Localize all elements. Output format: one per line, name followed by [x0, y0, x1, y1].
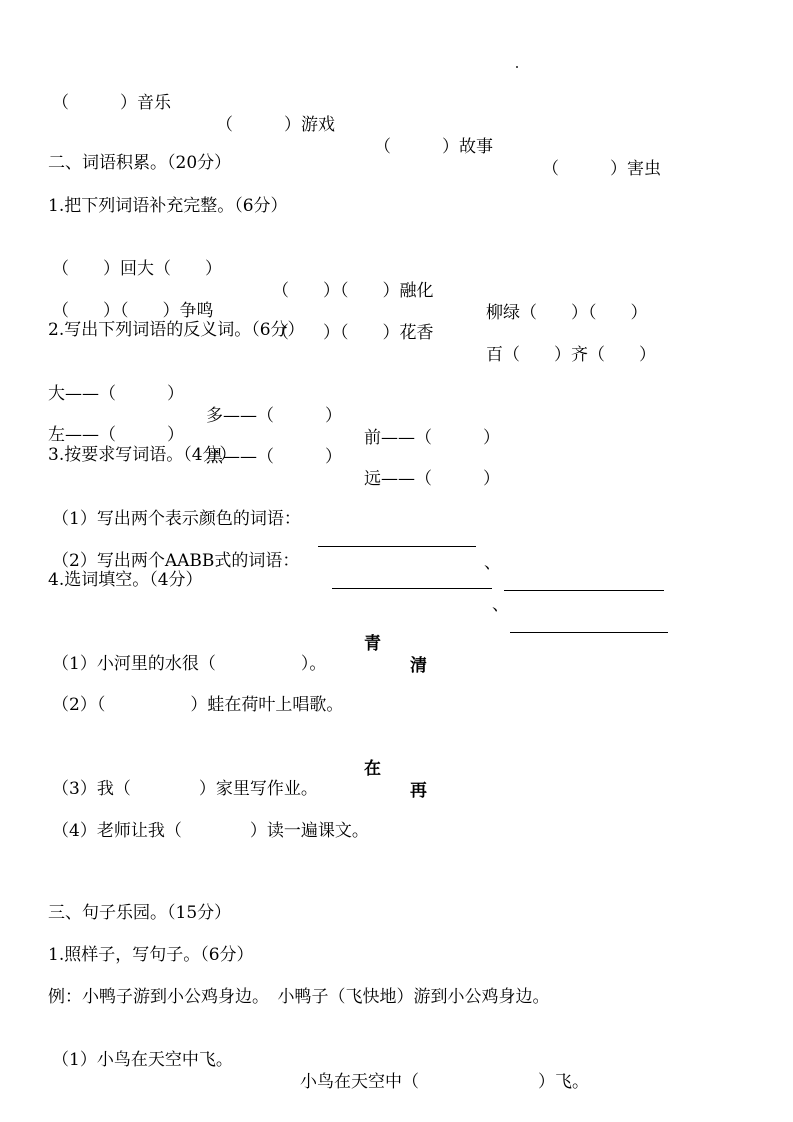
q3-item2-label: （2）写出两个AABB式的词语：: [52, 551, 300, 571]
q2-row1-b: 多——（ ）: [206, 406, 342, 426]
q4-title: 4.选词填空。（4分）: [48, 570, 203, 590]
top-item-game: （ ）游戏: [216, 115, 335, 135]
q4-sentence2: （2）（ ）蛙在荷叶上唱歌。: [52, 695, 344, 715]
q3-item1-label: （1）写出两个表示颜色的词语：: [52, 509, 301, 529]
q2-row2-b: 黑——（ ）: [206, 447, 342, 467]
top-item-pest: （ ）害虫: [542, 159, 661, 179]
q4-sentence3: （3）我（ ）家里写作业。: [52, 779, 318, 799]
q4-pair1-word2: 清: [410, 656, 427, 676]
q2-title: 2.写出下列词语的反义词。（6分）: [48, 320, 305, 340]
q4-sentence4: （4）老师让我（ ）读一遍课文。: [52, 821, 369, 841]
q4-sentence1: （1）小河里的水很（ ）。: [52, 654, 327, 674]
q1-title: 1.把下列词语补充完整。（6分）: [48, 196, 288, 216]
top-item-story: （ ）故事: [374, 137, 493, 157]
q4-pair2-word2: 再: [410, 781, 427, 801]
q4-pair2-word1: 在: [364, 759, 381, 779]
q1-row2-c: 百（ ）齐（ ）: [486, 345, 656, 365]
s3-q1-item1-right: 小鸟在天空中（ ）飞。: [300, 1072, 589, 1092]
s3-q1-item1: [52, 1027, 782, 1092]
q2-row2-c: 远——（ ）: [364, 469, 500, 489]
q3-item2-sep: 、: [492, 595, 509, 615]
top-item-music: （ ）音乐: [52, 93, 171, 113]
q1-row1-c: 柳绿（ ）（ ）: [486, 303, 648, 323]
q1-row2-b: （ ）（ ）花香: [272, 323, 434, 343]
q2-row1: [48, 361, 788, 448]
q4-pair1-word1: 青: [364, 634, 381, 654]
s3-q1-example: 例：小鸭子游到小公鸡身边。 小鸭子（飞快地）游到小公鸡身边。: [48, 987, 550, 1007]
q2-row1-c: 前——（ ）: [364, 428, 500, 448]
q1-row1-a: （ ）回大（ ）: [52, 259, 222, 279]
q3-item2-blank1[interactable]: [332, 572, 492, 589]
q3-item1-sep: 、: [484, 553, 501, 573]
section3-heading: 三、句子乐园。（15分）: [48, 903, 232, 923]
q2-row1-a: 大——（ ）: [48, 384, 184, 404]
q2-row2-a: 左——（ ）: [48, 425, 184, 445]
stray-dot: [516, 66, 518, 68]
s3-q1-item1-left: （1）小鸟在天空中飞。: [52, 1050, 233, 1070]
q3-item1-blank2[interactable]: [504, 574, 664, 591]
s3-q1-title: 1.照样子，写句子。（6分）: [48, 945, 254, 965]
q3-title: 3.按要求写词语。（4分）: [48, 445, 237, 465]
q1-row2-a: （ ）（ ）争鸣: [52, 301, 214, 321]
q1-row1-b: （ ）（ ）融化: [272, 281, 434, 301]
section2-heading: 二、词语积累。（20分）: [48, 153, 232, 173]
